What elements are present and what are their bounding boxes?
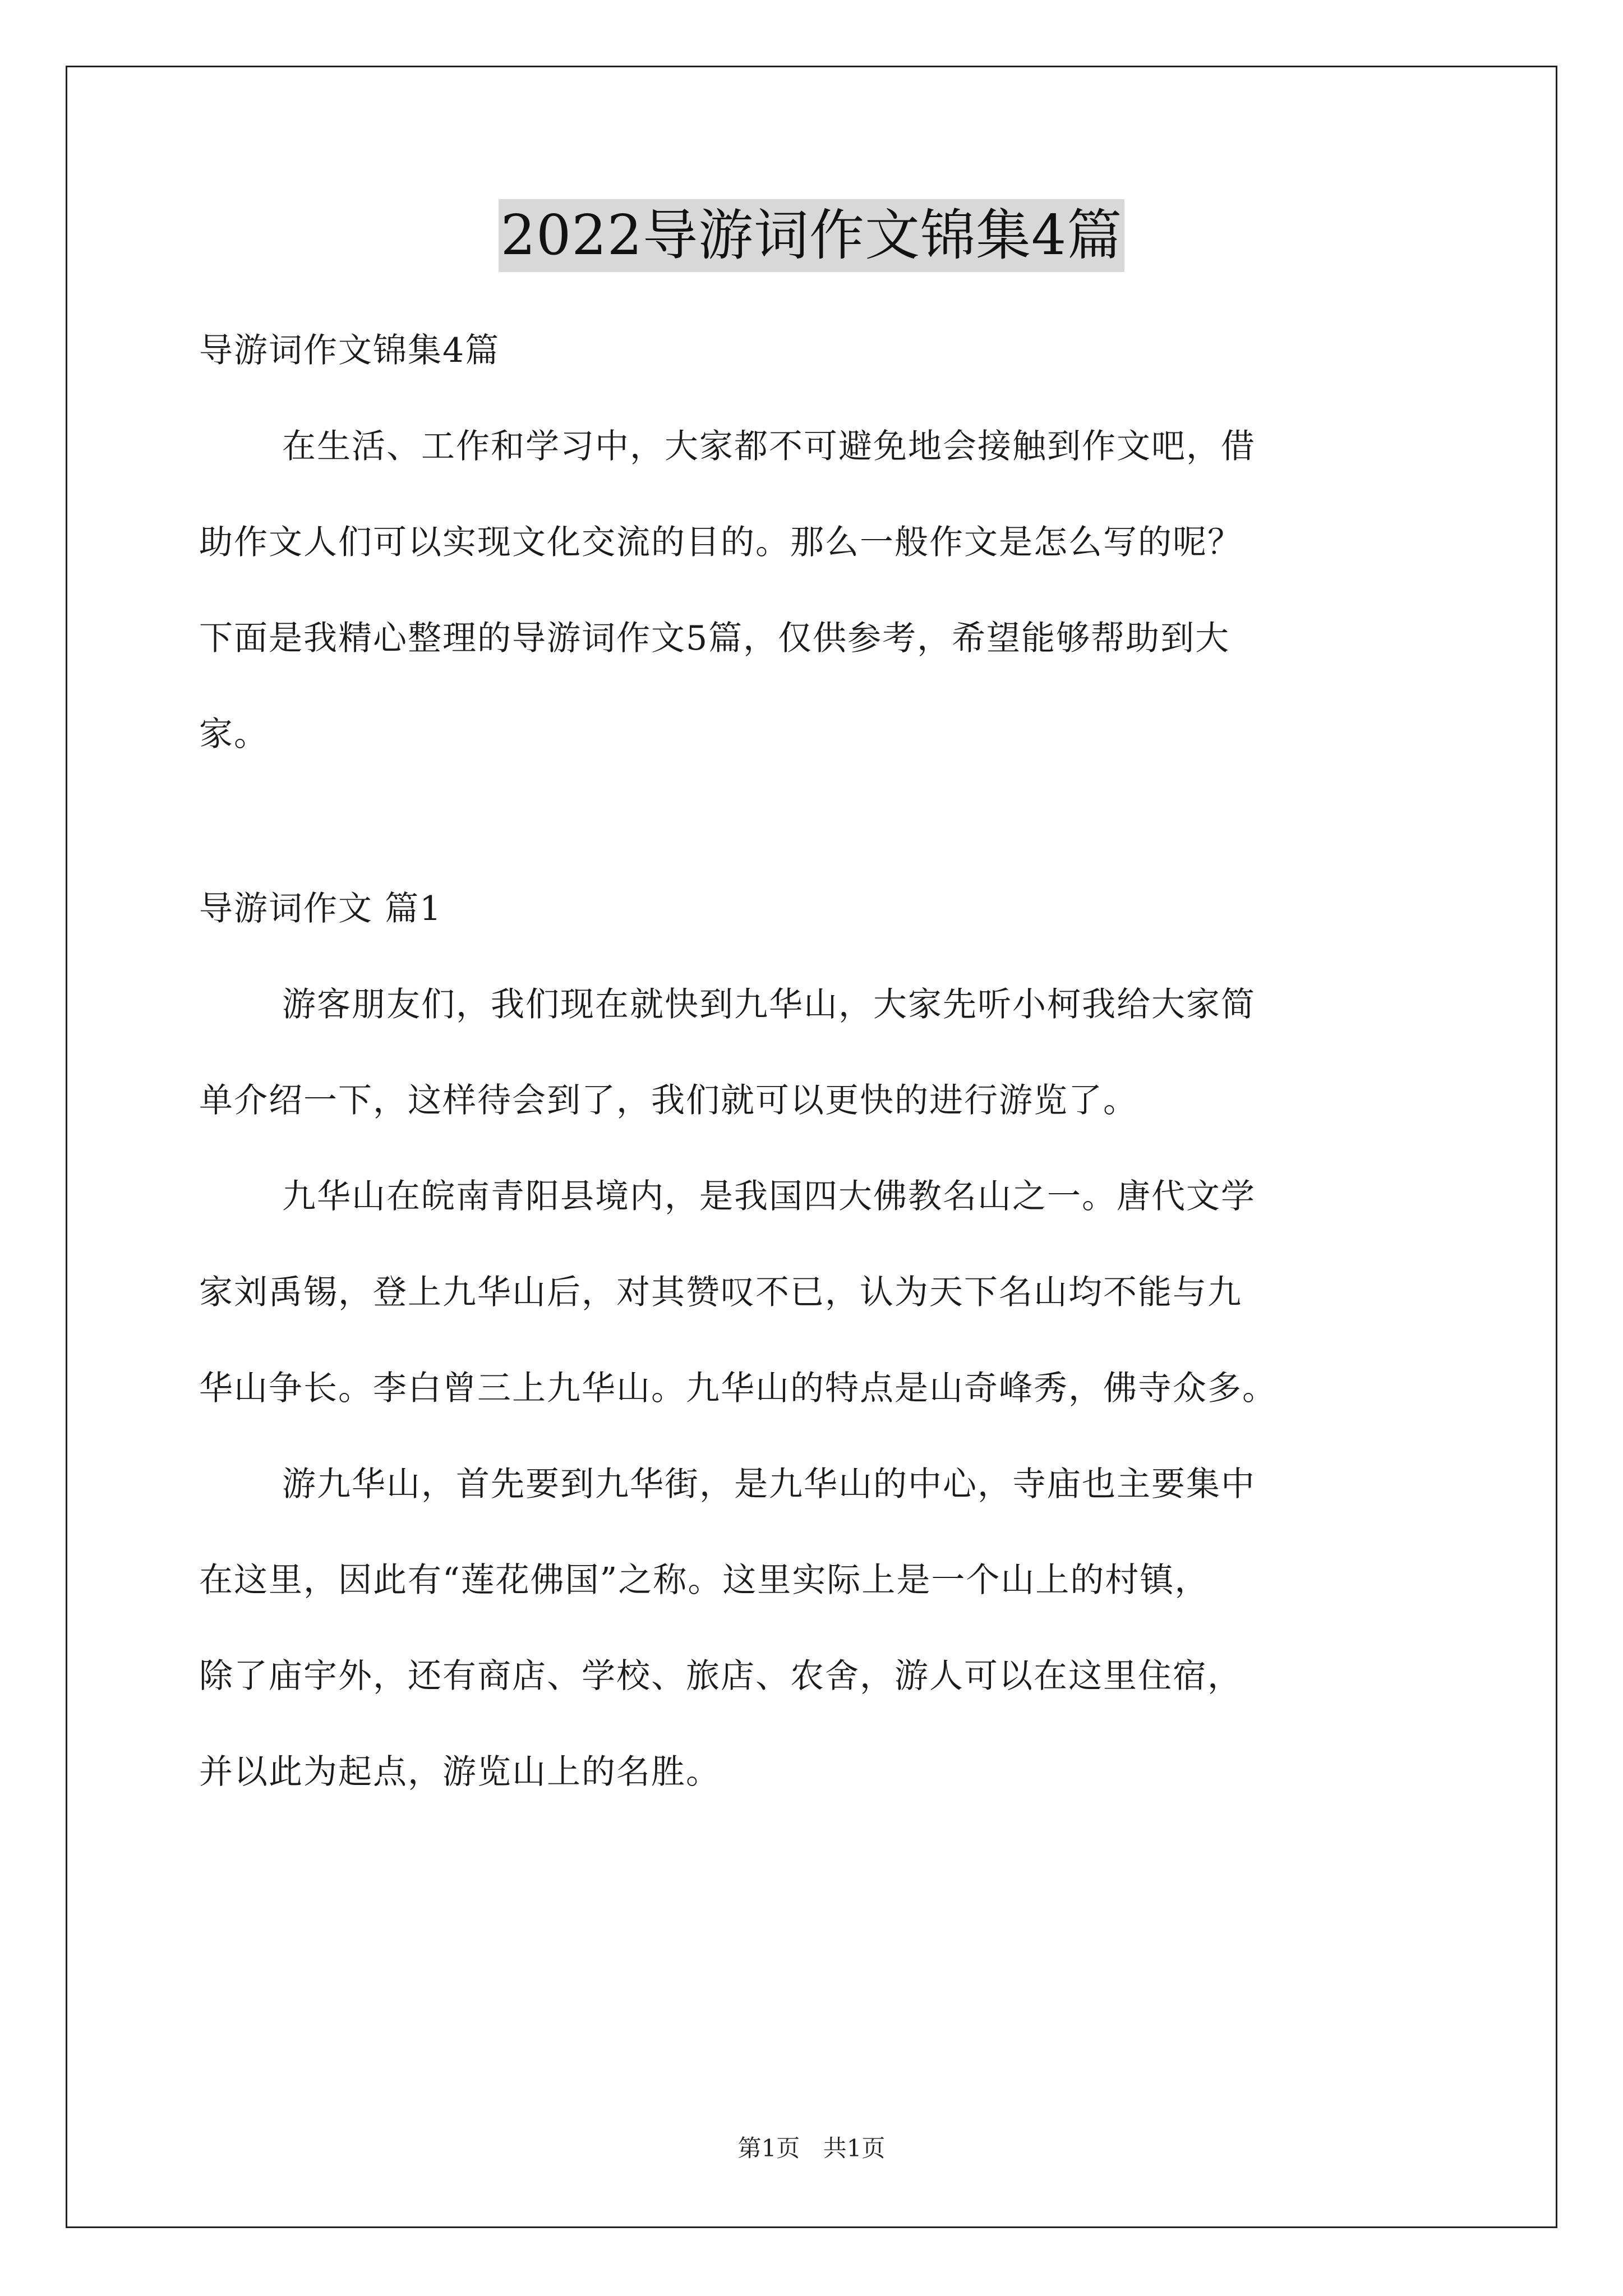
document-subtitle: 导游词作文锦集4篇 [199,331,500,370]
paragraph-line: 九华山在皖南青阳县境内，是我国四大佛教名山之一。唐代文学 [282,1177,1256,1216]
section-spacer [199,783,1450,861]
paragraph-line: 助作文人们可以实现文化交流的目的。那么一般作文是怎么写的呢？ [199,523,1242,562]
paragraph-2 [199,1149,1450,1437]
paragraph-line: 华山争长。李白曾三上九华山。九华山的特点是山奇峰秀，佛寺众多。 [199,1369,1277,1408]
page-number: 第1页 [737,2134,800,2162]
paragraph-line: 家刘禹锡，登上九华山后，对其赞叹不已，认为天下名山均不能与九 [199,1273,1242,1312]
page-total: 共1页 [823,2134,886,2162]
paragraph-line: 家。 [199,715,269,754]
intro-paragraph [199,399,1450,783]
paragraph-line: 单介绍一下，这样待会到了，我们就可以更快的进行游览了。 [199,1081,1138,1120]
paragraph-line: 游九华山，首先要到九华街，是九华山的中心，寺庙也主要集中 [282,1465,1256,1504]
paragraph-line: 下面是我精心整理的导游词作文5篇，仅供参考，希望能够帮助到大 [199,619,1230,658]
document-body [199,303,1450,1820]
title-container [0,199,1623,272]
paragraph-line: 除了庙宇外，还有商店、学校、旅店、农舍，游人可以在这里住宿， [199,1657,1242,1696]
paragraph-3 [199,1437,1450,1820]
section-heading: 导游词作文 篇1 [199,889,442,928]
paragraph-line: 并以此为起点，游览山上的名胜。 [199,1752,721,1792]
paragraph-line: 游客朋友们，我们现在就快到九华山，大家先听小柯我给大家简 [282,985,1256,1024]
document-title: 2022导游词作文锦集4篇 [499,199,1125,272]
paragraph-1 [199,957,1450,1149]
paragraph-line: 在生活、工作和学习中，大家都不可避免地会接触到作文吧，借 [282,427,1256,466]
paragraph-line: 在这里，因此有“莲花佛国”之称。这里实际上是一个山上的村镇， [199,1561,1210,1600]
page-footer [0,2132,1623,2165]
